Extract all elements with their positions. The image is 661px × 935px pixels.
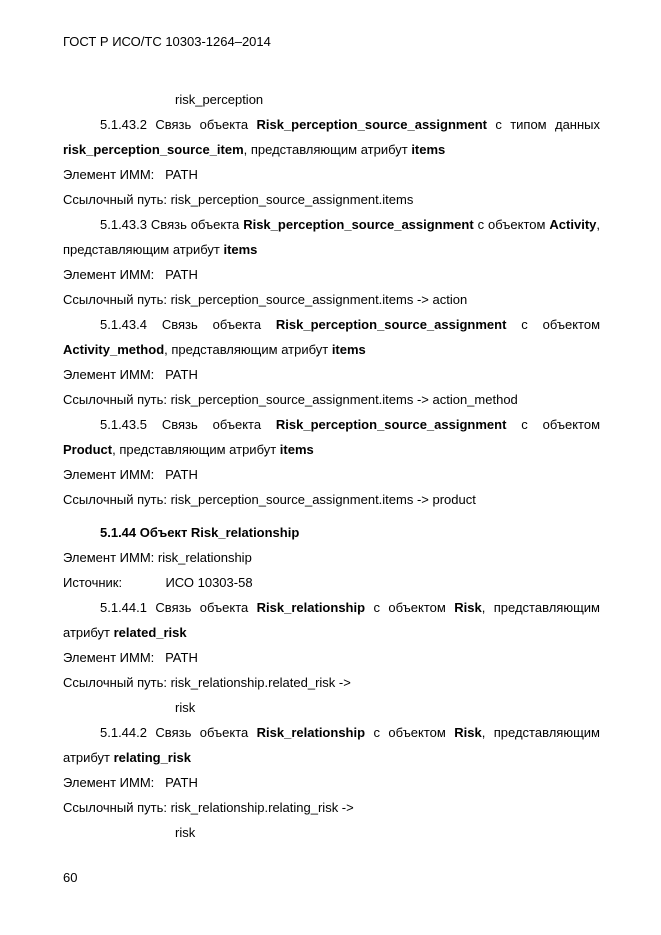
document-header: ГОСТ Р ИСО/ТС 10303-1264–2014 bbox=[63, 34, 271, 49]
text-segment: Элемент ИММ: PATH bbox=[63, 467, 198, 482]
path-continuation-risk bbox=[175, 820, 600, 845]
imm-element-line bbox=[63, 262, 600, 287]
bold-text-segment: items bbox=[331, 342, 366, 357]
reference-path-line bbox=[63, 287, 600, 312]
text-segment: с объектом bbox=[506, 417, 601, 432]
bold-text-segment: Risk_perception_source_assignment bbox=[275, 417, 507, 432]
text-segment: Ссылочный путь: risk_perception_source_assignment.items bbox=[63, 192, 414, 207]
text-segment: Элемент ИММ: PATH bbox=[63, 650, 198, 665]
text-segment: с типом данных bbox=[486, 117, 601, 132]
page-number: 60 bbox=[63, 870, 78, 885]
path-continuation-risk-perception bbox=[175, 87, 600, 112]
bold-text-segment: Risk_perception_source_assignment bbox=[256, 117, 487, 132]
text-segment: , представляющим атрибут bbox=[164, 342, 332, 357]
imm-element-line bbox=[63, 362, 600, 387]
bold-text-segment: Risk_relationship bbox=[256, 600, 366, 615]
imm-element-line bbox=[63, 162, 600, 187]
clause-5-1-43-2 bbox=[63, 112, 600, 162]
bold-text-segment: items bbox=[411, 142, 446, 157]
reference-path-line bbox=[63, 487, 600, 512]
imm-element-line bbox=[63, 645, 600, 670]
text-segment: с объектом bbox=[365, 600, 455, 615]
text-segment: Элемент ИММ: PATH bbox=[63, 367, 198, 382]
bold-text-segment: relating_risk bbox=[113, 750, 191, 765]
text-segment: 5.1.43.5 Связь объекта bbox=[100, 417, 276, 432]
clause-5-1-43-5 bbox=[63, 412, 600, 462]
text-segment: , представляющим атрибут bbox=[63, 725, 600, 765]
text-segment: Элемент ИММ: PATH bbox=[63, 267, 198, 282]
text-segment: 5.1.44 Объект Risk_relationship bbox=[100, 525, 300, 540]
bold-text-segment: Risk bbox=[454, 600, 482, 615]
imm-element-line bbox=[63, 545, 600, 570]
text-segment: Элемент ИММ: risk_relationship bbox=[63, 550, 252, 565]
text-segment: 5.1.43.2 Связь объекта bbox=[100, 117, 257, 132]
text-segment: Элемент ИММ: PATH bbox=[63, 167, 198, 182]
text-segment: Ссылочный путь: risk_perception_source_assignment.items -> product bbox=[63, 492, 476, 507]
imm-element-line bbox=[63, 462, 600, 487]
path-continuation-risk bbox=[175, 695, 600, 720]
reference-path-line bbox=[63, 795, 600, 820]
text-segment: , представляющим атрибут bbox=[112, 442, 280, 457]
bold-text-segment: Risk bbox=[454, 725, 482, 740]
text-segment: 5.1.44.2 Связь объекта bbox=[100, 725, 257, 740]
text-segment: Ссылочный путь: risk_relationship.related_risk -> bbox=[63, 675, 351, 690]
text-segment: с объектом bbox=[473, 217, 550, 232]
bold-text-segment: Product bbox=[63, 442, 113, 457]
text-segment: Элемент ИММ: PATH bbox=[63, 775, 198, 790]
clause-5-1-44-1 bbox=[63, 595, 600, 645]
bold-text-segment: Risk_perception_source_assignment bbox=[275, 317, 507, 332]
bold-text-segment: Risk_relationship bbox=[256, 725, 366, 740]
text-segment: Источник: ИСО 10303-58 bbox=[63, 575, 253, 590]
bold-text-segment: risk_perception_source_item bbox=[63, 142, 244, 157]
clause-5-1-43-4 bbox=[63, 312, 600, 362]
text-segment: , представляющим атрибут bbox=[243, 142, 412, 157]
bold-text-segment: items bbox=[223, 242, 258, 257]
text-segment: risk bbox=[175, 700, 196, 715]
imm-element-line bbox=[63, 770, 600, 795]
text-segment: Ссылочный путь: risk_perception_source_assignment.items -> action bbox=[63, 292, 468, 307]
bold-text-segment: Activity bbox=[549, 217, 597, 232]
text-segment: 5.1.43.4 Связь объекта bbox=[100, 317, 276, 332]
text-segment: , представляющим атрибут bbox=[63, 217, 601, 257]
clause-5-1-44-2 bbox=[63, 720, 600, 770]
bold-text-segment: Activity_method bbox=[63, 342, 165, 357]
bold-text-segment: Risk_perception_source_assignment bbox=[243, 217, 474, 232]
text-segment: Ссылочный путь: risk_relationship.relating_risk -> bbox=[63, 800, 354, 815]
source-line bbox=[63, 570, 600, 595]
document-body bbox=[63, 87, 600, 845]
reference-path-line bbox=[63, 670, 600, 695]
section-heading-5-1-44 bbox=[63, 520, 600, 545]
text-segment: , представляющим атрибут bbox=[63, 600, 600, 640]
reference-path-line bbox=[63, 387, 600, 412]
bold-text-segment: items bbox=[279, 442, 314, 457]
text-segment: с объектом bbox=[506, 317, 601, 332]
text-segment: Ссылочный путь: risk_perception_source_assignment.items -> action_method bbox=[63, 392, 518, 407]
text-segment: 5.1.43.3 Связь объекта bbox=[100, 217, 244, 232]
text-segment: с объектом bbox=[365, 725, 455, 740]
text-segment: 5.1.44.1 Связь объекта bbox=[100, 600, 257, 615]
text-segment: risk_perception bbox=[175, 92, 264, 107]
text-segment: risk bbox=[175, 825, 196, 840]
reference-path-line bbox=[63, 187, 600, 212]
bold-text-segment: related_risk bbox=[113, 625, 187, 640]
clause-5-1-43-3 bbox=[63, 212, 600, 262]
